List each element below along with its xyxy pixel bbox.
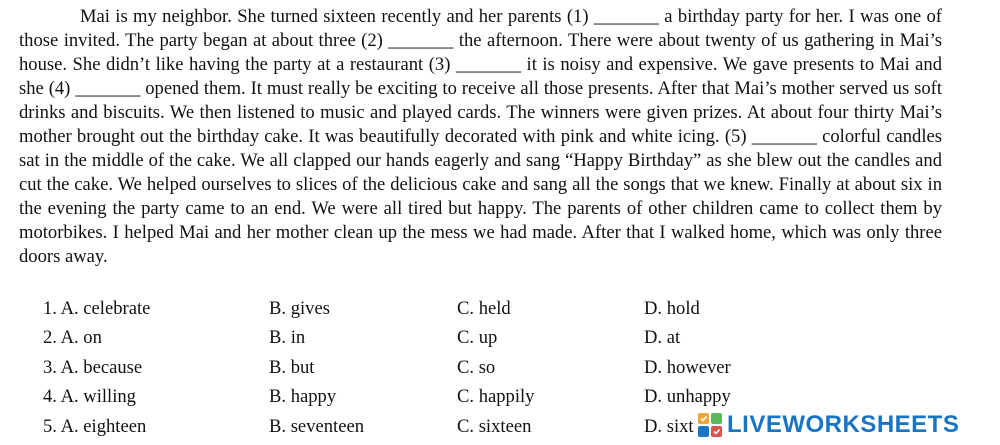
option-4a: 4. A. willing xyxy=(43,386,136,408)
option-2d: D. at xyxy=(644,327,681,349)
option-1b: B. gives xyxy=(269,298,330,319)
question-row-2 xyxy=(0,326,1000,355)
option-3c: C. so xyxy=(457,356,496,378)
option-4c: C. happily xyxy=(457,386,535,408)
watermark-text: LIVEWORKSHEETS xyxy=(727,408,961,442)
option-5b: B. seventeen xyxy=(269,415,365,437)
option-3d: D. however xyxy=(644,356,731,378)
option-2b: B. in xyxy=(269,327,306,349)
option-5a: 5. A. eighteen xyxy=(43,415,147,437)
reading-passage: Mai is my neighbor. She turned sixteen recently and her parents (1) _______ a birthday party for her. I was one of those invited. The party began at about three (2) _______ the afternoon. There were about twenty of us gathering in Mai’s house. She didn’t like having the party at a restaurant (3) _______ it is noisy and expensive. We gave presents to Mai and she (4) _______ opened them. It must really be exciting to receive all those presents. After that Mai’s mother served us soft drinks and biscuits. We then listened to music and played cards. The winners were given prizes. At about four thirty Mai’s mother brought out the birthday cake. It was beautifully decorated with pink and white icing. (5) _______ colorful candles sat in the middle of the cake. We all clapped our hands eagerly and sang “Happy Birthday” as she blew out the candles and cut the cake. We helped ourselves to slices of the delicious cake and sang all the songs that we knew. Finally at about six in the evening the party came to an end. We were all tired but happy. The parents of other children came to collect them by motorbikes. I helped Mai and her mother clean up the mess we had made. After that I walked home, which was only three doors away. xyxy=(19,6,942,267)
option-5d: D. sixt xyxy=(644,415,694,437)
option-2c: C. up xyxy=(457,327,498,349)
option-3b: B. but xyxy=(269,356,315,378)
option-4d: D. unhappy xyxy=(644,386,731,408)
option-3a: 3. A. because xyxy=(43,356,143,378)
option-1c: C. held xyxy=(457,298,511,319)
option-1a: 1. A. celebrate xyxy=(43,298,151,319)
option-1d: D. hold xyxy=(644,298,700,319)
option-4b: B. happy xyxy=(269,386,337,408)
question-row-1 xyxy=(0,297,1000,326)
option-2a: 2. A. on xyxy=(43,327,102,349)
liveworksheets-logo-icon xyxy=(697,412,723,438)
liveworksheets-watermark xyxy=(697,408,961,442)
question-row-3 xyxy=(0,356,1000,385)
option-5c: C. sixteen xyxy=(457,415,532,437)
